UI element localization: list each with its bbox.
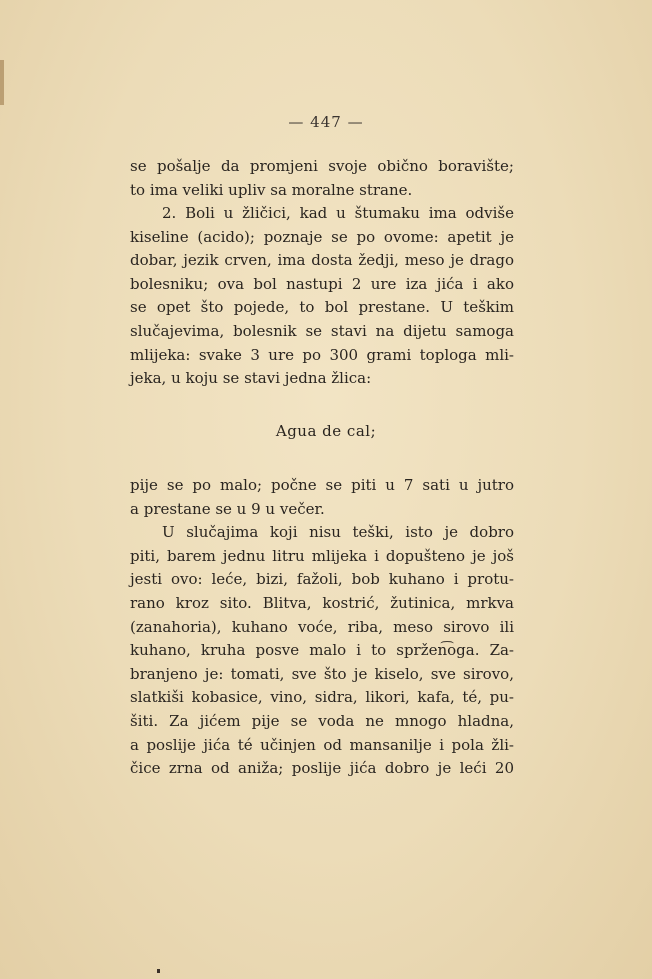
text-line: a prestane se u 9 u večer.: [130, 499, 325, 518]
text-line: rano kroz sito. Blitva, kostrić, žutinica, mrkva: [130, 593, 514, 612]
page-edge-mark: [0, 60, 4, 105]
text-line: 2. Boli u žličici, kad u štumaku ima odviše: [162, 204, 514, 222]
ink-speck: [157, 969, 160, 973]
text-line: kuhano, kruha posve malo i to spržen͡oga. Za-: [130, 641, 514, 660]
paragraph-stomach-acid: [130, 202, 514, 391]
text-line: (zanahoria), kuhano voće, riba, meso sirovo ili: [130, 617, 514, 636]
text-line: čice zrna od aniža; poslije jića dobro je leći 20: [130, 759, 514, 778]
text-line: bolesniku; ova bol nastupi 2 ure iza jića i ako: [130, 274, 514, 293]
text-line: kiseline (acido); poznaje se po ovome: apetit je: [130, 227, 514, 246]
text-line: a poslije jića té učinjen od mansanilje i pola žli-: [130, 735, 514, 754]
text-line: slučajevima, bolesnik se stavi na dijetu samoga: [130, 321, 514, 340]
text-line: jeka, u koju se stavi jedna žlica:: [130, 369, 372, 388]
text-line: piti, barem jednu litru mlijeka i dopušteno je još: [130, 546, 514, 565]
text-line: se pošalje da promjeni svoje obično boravište;: [130, 157, 514, 175]
text-line: mlijeka: svake 3 ure po 300 grami toploga mli-: [130, 345, 514, 364]
text-line: pije se po malo; počne se piti u 7 sati u jutro: [130, 476, 514, 494]
text-line: U slučajima koji nisu teški, isto je dobro: [162, 523, 514, 542]
continuation-paragraph: [130, 155, 514, 202]
text-line: šiti. Za jićem pije se voda ne mnogo hladna,: [130, 711, 514, 730]
paragraph-diet: [130, 474, 514, 781]
formula-line: Agua de cal;: [275, 422, 377, 440]
text-line: se opet što pojede, to bol prestane. U teškim: [130, 298, 514, 317]
text-line: jesti ovo: leće, bizi, fažoli, bob kuhano i protu-: [130, 570, 514, 589]
page-number: — 447 —: [288, 113, 364, 131]
text-line: to ima veliki upliv sa moralne strane.: [130, 180, 413, 199]
text-line: branjeno je: tomati, sve što je kiselo, sve sirovo,: [130, 664, 514, 683]
text-line: slatkiši kobasice, vino, sidra, likori, kafa, té, pu-: [130, 688, 514, 707]
text-line: dobar, jezik crven, ima dosta žedji, meso je drago: [130, 251, 514, 270]
